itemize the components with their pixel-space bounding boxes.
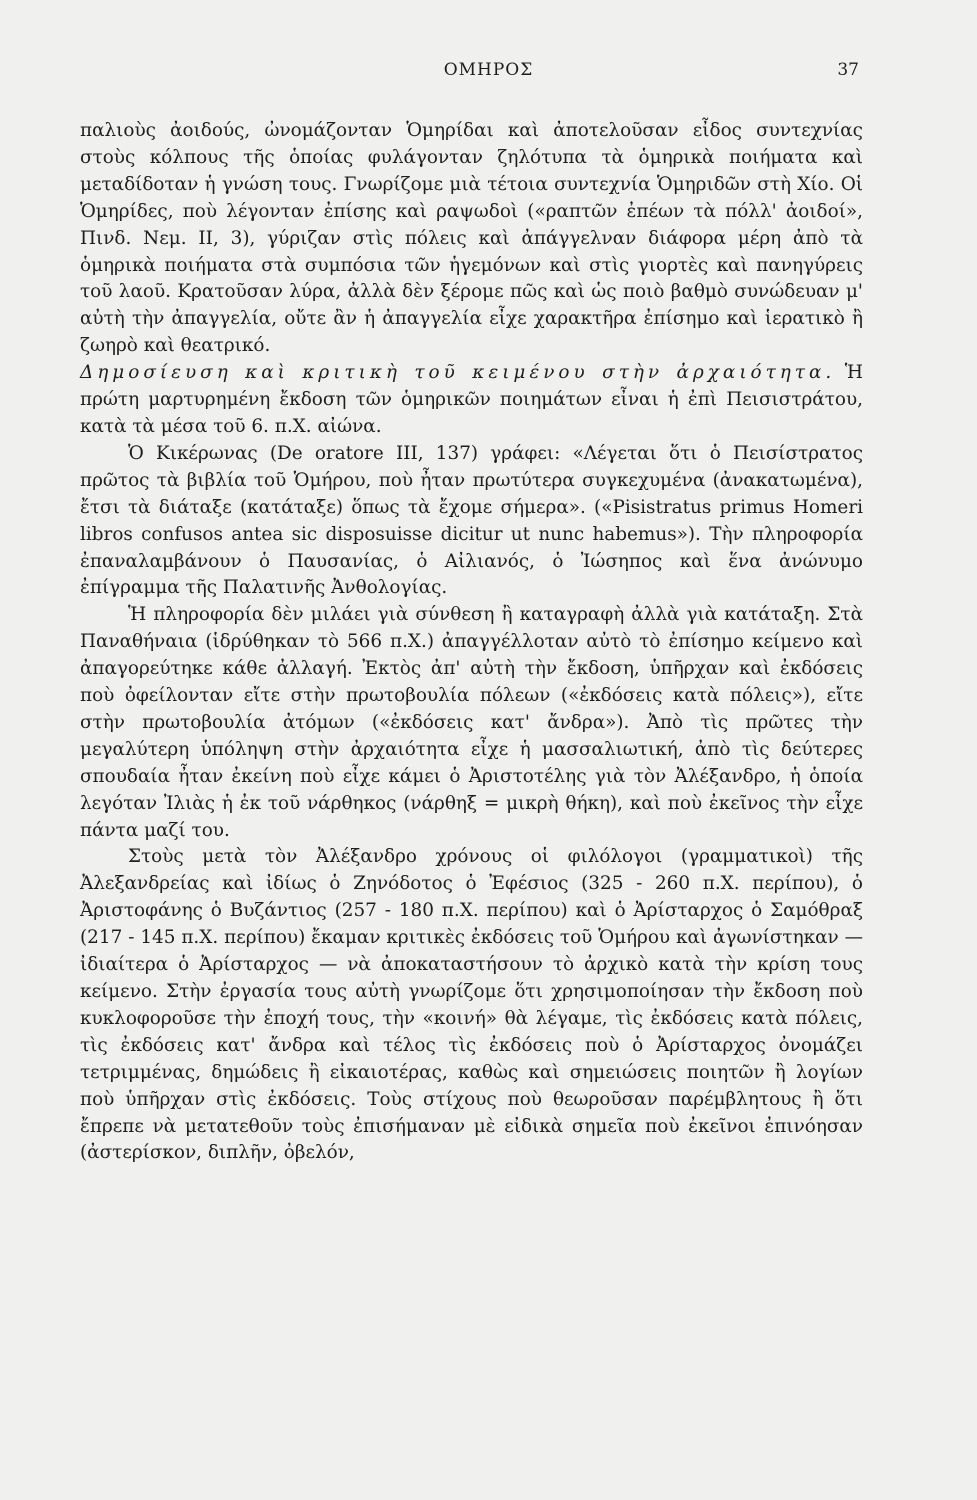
- running-title: ΟΜΗΡΟΣ: [443, 60, 534, 80]
- paragraph-2-text: Ἡ πρώτη μαρτυρημένη ἔκδοση τῶν ὁμηρικῶν ποιημάτων εἶναι ἡ ἐπὶ Πεισιστράτου, κατὰ τὰ μέσα τοῦ 6. π.Χ. αἰώνα.: [80, 362, 863, 437]
- paragraph-3: [80, 441, 863, 602]
- page-number: 37: [837, 60, 859, 80]
- running-head: [0, 58, 977, 88]
- paragraph-1: [80, 118, 863, 360]
- paragraph-4: [80, 602, 863, 844]
- paragraph-5: [80, 844, 863, 1167]
- paragraph-4-text: Ἡ πληροφορία δὲν μιλάει γιὰ σύνθεση ἢ καταγραφὴ ἀλλὰ γιὰ κατάταξη. Στὰ Παναθήναια (ἱδρύθηκαν τὸ 566 π.Χ.) ἀπαγγέλλοταν αὐτὸ τὸ ἐπίσημο κείμενο καὶ ἀπαγορεύτηκε κάθε ἀλλαγή. Ἐκτὸς ἀπ' αὐτὴ τὴν ἔκδοση, ὑπῆρχαν καὶ ἐκδόσεις ποὺ ὀφείλονταν εἴτε στὴν πρωτοβουλία πόλεων («ἐκδόσεις κατὰ πόλεις»), εἴτε στὴν πρωτοβουλία ἀτόμων («ἐκδόσεις κατ' ἄνδρα»). Ἀπὸ τὶς πρῶτες τὴν μεγαλύτερη ὑπόληψη στὴν ἀρχαιότητα εἶχε ἡ μασσαλιωτική, ἀπὸ τὶς δεύτερες σπουδαία ἦταν ἐκείνη ποὺ εἶχε κάμει ὁ Ἀριστοτέλης γιὰ τὸν Ἀλέξανδρο, ἡ ὁποία λεγόταν Ἰλιὰς ἡ ἐκ τοῦ νάρθηκος (νάρθηξ = μικρὴ θήκη), καὶ ποὺ ἐκεῖνος τὴν εἶχε πάντα μαζί του.: [80, 604, 863, 841]
- paragraph-5-text: Στοὺς μετὰ τὸν Ἀλέξανδρο χρόνους οἱ φιλόλογοι (γραμματικοὶ) τῆς Ἀλεξανδρείας καὶ ἰδίως ὁ Ζηνόδοτος ὁ Ἐφέσιος (325 - 260 π.Χ. περίπου), ὁ Ἀριστοφάνης ὁ Βυζάντιος (257 - 180 π.Χ. περίπου) καὶ ὁ Ἀρίσταρχος ὁ Σαμόθραξ (217 - 145 π.Χ. περίπου) ἔκαμαν κριτικὲς ἐκδόσεις τοῦ Ὁμήρου καὶ ἀγωνίστηκαν — ἰδιαίτερα ὁ Ἀρίσταρχος — νὰ ἀποκαταστήσουν τὸ ἀρχικὸ κατὰ τὴν κρίση τους κείμενο. Στὴν ἐργασία τους αὐτὴ γνωρίζομε ὅτι χρησιμοποίησαν τὴν ἔκδοση ποὺ κυκλοφοροῦσε τὴν ἐποχή τους, τὴν «κοινή» θὰ λέγαμε, τὶς ἐκδόσεις κατὰ πόλεις, τὶς ἐκδόσεις κατ' ἄνδρα καὶ τέλος τὶς ἐκδόσεις ποὺ ὁ Ἀρίσταρχος ὀνομάζει τετριμμένας, δημώδεις ἢ εἰκαιοτέρας, καθὼς καὶ σημειώσεις ποιητῶν ἢ λογίων ποὺ ὑπῆρχαν στὶς ἐκδόσεις. Τοὺς στίχους ποὺ θεωροῦσαν παρέμβλητους ἢ ὅτι ἔπρεπε νὰ μετατεθοῦν τοὺς ἐπισήμαναν μὲ εἰδικὰ σημεῖα ποὺ ἐκεῖνοι ἐπινόησαν (ἀστερίσκον, διπλῆν, ὀβελόν,: [80, 846, 863, 1164]
- paragraph-2: [80, 360, 863, 441]
- paragraph-3-text: Ὁ Κικέρωνας (De oratore III, 137) γράφει: «Λέγεται ὅτι ὁ Πεισίστρατος πρῶτος τὰ βιβλία τοῦ Ὁμήρου, ποὺ ἦταν πρωτύτερα συγκεχυμένα (ἀνακατωμένα), ἔτσι τὰ διάταξε (κατάταξε) ὅπως τὰ ἔχομε σήμερα». («Pisistratus primus Homeri libros confusos antea sic disposuisse dicitur ut nunc habemus»). Τὴν πληροφορία ἐπαναλαμβάνουν ὁ Παυσανίας, ὁ Αἰλιανός, ὁ Ἰώσηπος καὶ ἕνα ἀνώνυμο ἐπίγραμμα τῆς Παλατινῆς Ἀνθολογίας.: [80, 442, 863, 599]
- section-heading: Δημοσίευση καὶ κριτικὴ τοῦ κειμένου στὴν ἀρχαιότητα.: [80, 362, 836, 384]
- paragraph-1-text: παλιοὺς ἀοιδούς, ὠνομάζονταν Ὁμηρίδαι καὶ ἀποτελοῦσαν εἶδος συντεχνίας στοὺς κόλπους τῆς ὁποίας φυλάγονταν ζηλότυπα τὰ ὁμηρικὰ ποιήματα καὶ μεταδίδοταν ἡ γνώση τους. Γνωρίζομε μιὰ τέτοια συντεχνία Ὁμηριδῶν στὴ Χίο. Οἱ Ὁμηρίδες, ποὺ λέγονταν ἐπίσης καὶ ραψωδοὶ («ραπτῶν ἐπέων τὰ πόλλ' ἀοιδοί», Πινδ. Νεμ. ΙΙ, 3), γύριζαν στὶς πόλεις καὶ ἀπάγγελναν διάφορα μέρη ἀπὸ τὰ ὁμηρικὰ ποιήματα στὰ συμπόσια τῶν ἡγεμόνων καὶ στὶς γιορτὲς καὶ πανηγύρεις τοῦ λαοῦ. Κρατοῦσαν λύρα, ἀλλὰ δὲν ξέρομε πῶς καὶ ὡς ποιὸ βαθμὸ συνώδευαν μ' αὐτὴ τὴν ἀπαγγελία, οὔτε ἂν ἡ ἀπαγγελία εἶχε χαρακτῆρα ἐπίσημο καὶ ἱερατικὸ ἢ ζωηρὸ καὶ θεατρικό.: [80, 120, 863, 357]
- body-text: [80, 118, 863, 1167]
